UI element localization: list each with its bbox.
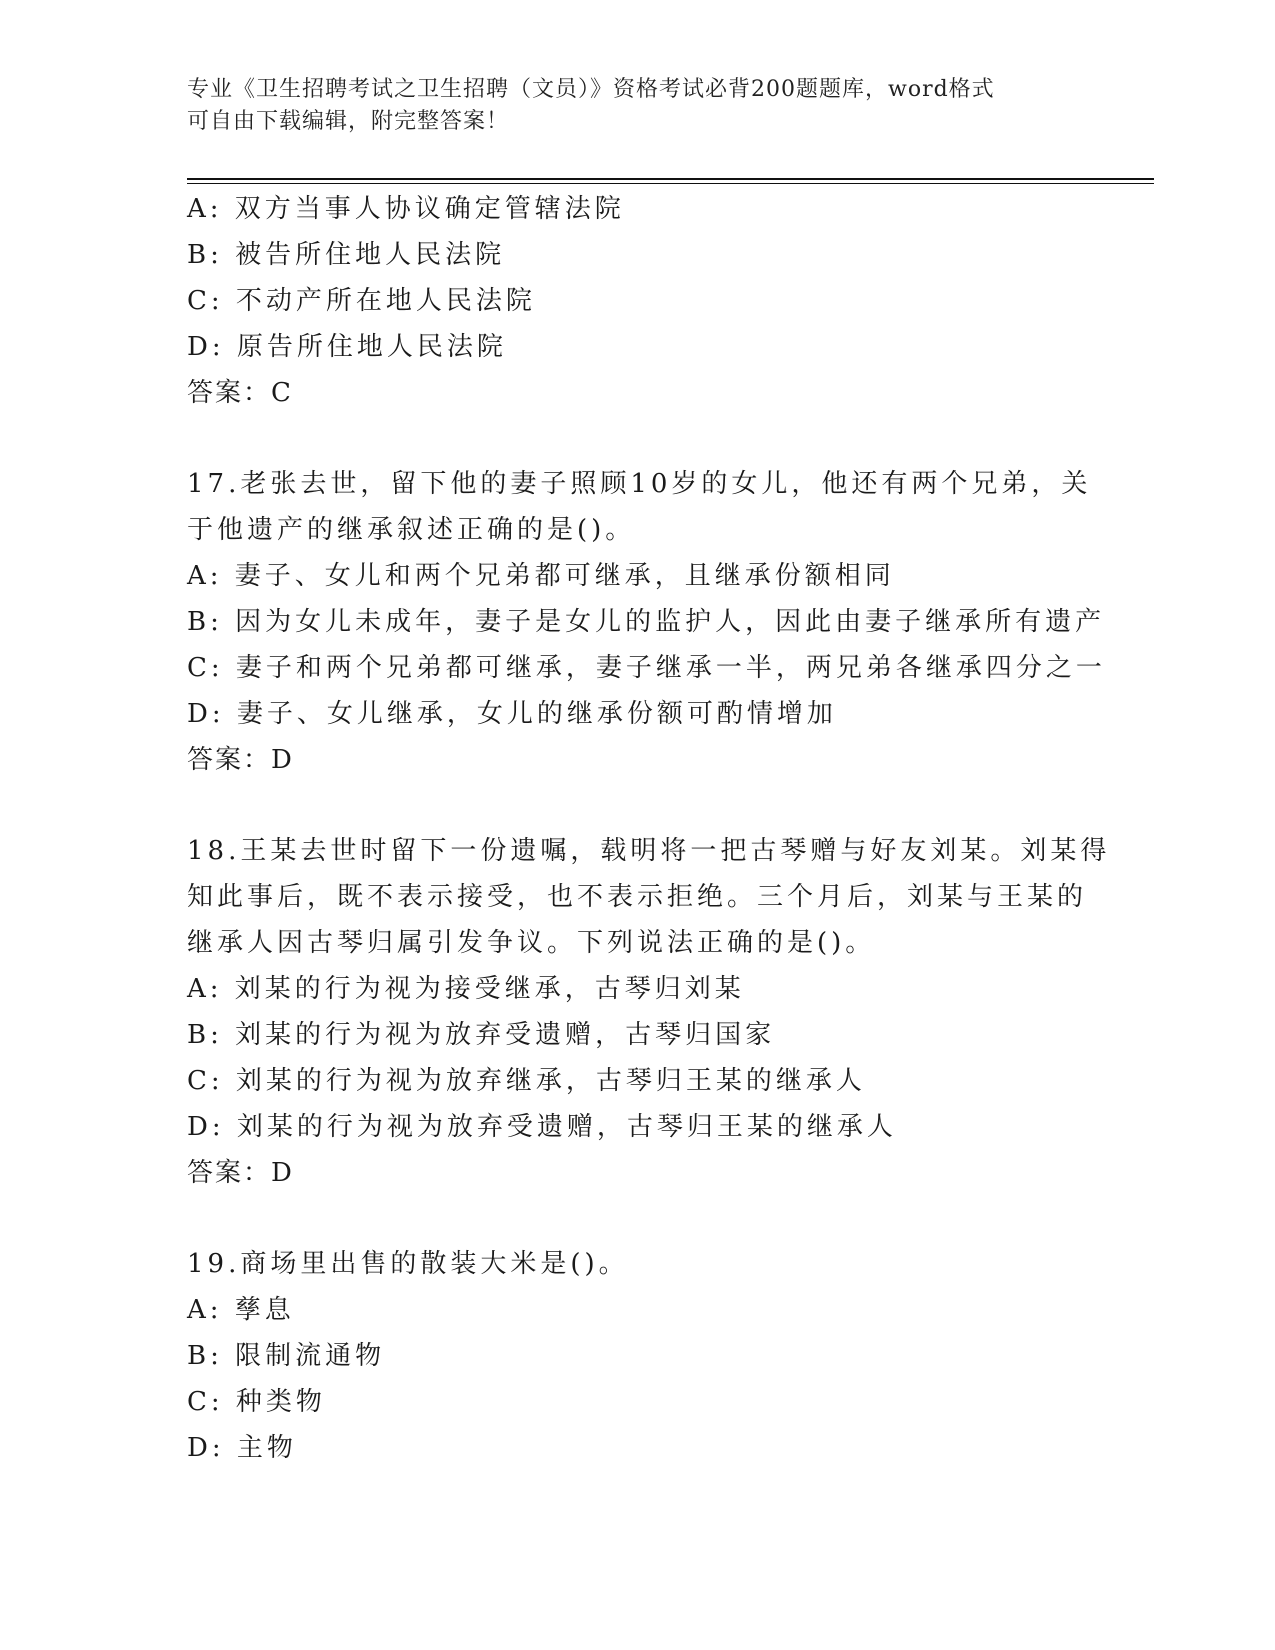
option-c: C: 刘某的行为视为放弃继承，古琴归王某的继承人	[187, 1066, 866, 1096]
option-b: B: 刘某的行为视为放弃受遗赠，古琴归国家	[187, 1020, 776, 1050]
stem-line: 知此事后，既不表示接受，也不表示拒绝。三个月后，刘某与王某的	[187, 882, 1088, 912]
header-line-1: 专业《卫生招聘考试之卫生招聘（文员）》资格考试必背200题题库，word格式	[187, 77, 995, 102]
option-c: C: 种类物	[187, 1387, 326, 1417]
option-d: D: 主物	[187, 1433, 297, 1463]
header-line-2: 可自由下载编辑，附完整答案！	[187, 109, 510, 134]
answer-line: 答案：C	[187, 378, 293, 408]
option-b: B: 因为女儿未成年，妻子是女儿的监护人，因此由妻子继承所有遗产	[187, 607, 1106, 637]
header-divider-thin	[187, 183, 1154, 184]
option-d: D: 原告所住地人民法院	[187, 332, 507, 362]
question-17	[187, 461, 1106, 783]
option-b: B: 被告所住地人民法院	[187, 240, 506, 270]
answer-line: 答案：D	[187, 1158, 294, 1188]
option-a: A: 双方当事人协议确定管辖法院	[187, 194, 625, 224]
option-c: C: 不动产所在地人民法院	[187, 286, 536, 316]
stem-line: 18.王某去世时留下一份遗嘱，载明将一把古琴赠与好友刘某。刘某得	[187, 836, 1111, 866]
stem-line: 19.商场里出售的散装大米是()。	[187, 1249, 629, 1279]
question-stem	[187, 461, 1092, 553]
question-16	[187, 186, 1087, 416]
option-c: C: 妻子和两个兄弟都可继承，妻子继承一半，两兄弟各继承四分之一	[187, 653, 1106, 683]
stem-line: 继承人因古琴归属引发争议。下列说法正确的是()。	[187, 928, 876, 958]
option-a: A: 刘某的行为视为接受继承，古琴归刘某	[187, 974, 745, 1004]
header-divider-thick	[187, 178, 1154, 180]
option-b: B: 限制流通物	[187, 1341, 386, 1371]
document-header	[187, 74, 1087, 138]
answer-line: 答案：D	[187, 745, 294, 775]
option-a: A: 孳息	[187, 1295, 295, 1325]
stem-line: 17.老张去世，留下他的妻子照顾10岁的女儿，他还有两个兄弟，关	[187, 469, 1092, 499]
stem-line: 于他遗产的继承叙述正确的是()。	[187, 515, 636, 545]
question-19	[187, 1241, 1087, 1471]
question-18	[187, 828, 1111, 1196]
question-list	[187, 186, 1111, 1471]
option-d: D: 妻子、女儿继承，女儿的继承份额可酌情增加	[187, 699, 837, 729]
option-a: A: 妻子、女儿和两个兄弟都可继承，且继承份额相同	[187, 561, 895, 591]
question-stem	[187, 828, 1111, 966]
option-d: D: 刘某的行为视为放弃受遗赠，古琴归王某的继承人	[187, 1112, 897, 1142]
question-stem	[187, 1241, 1087, 1287]
